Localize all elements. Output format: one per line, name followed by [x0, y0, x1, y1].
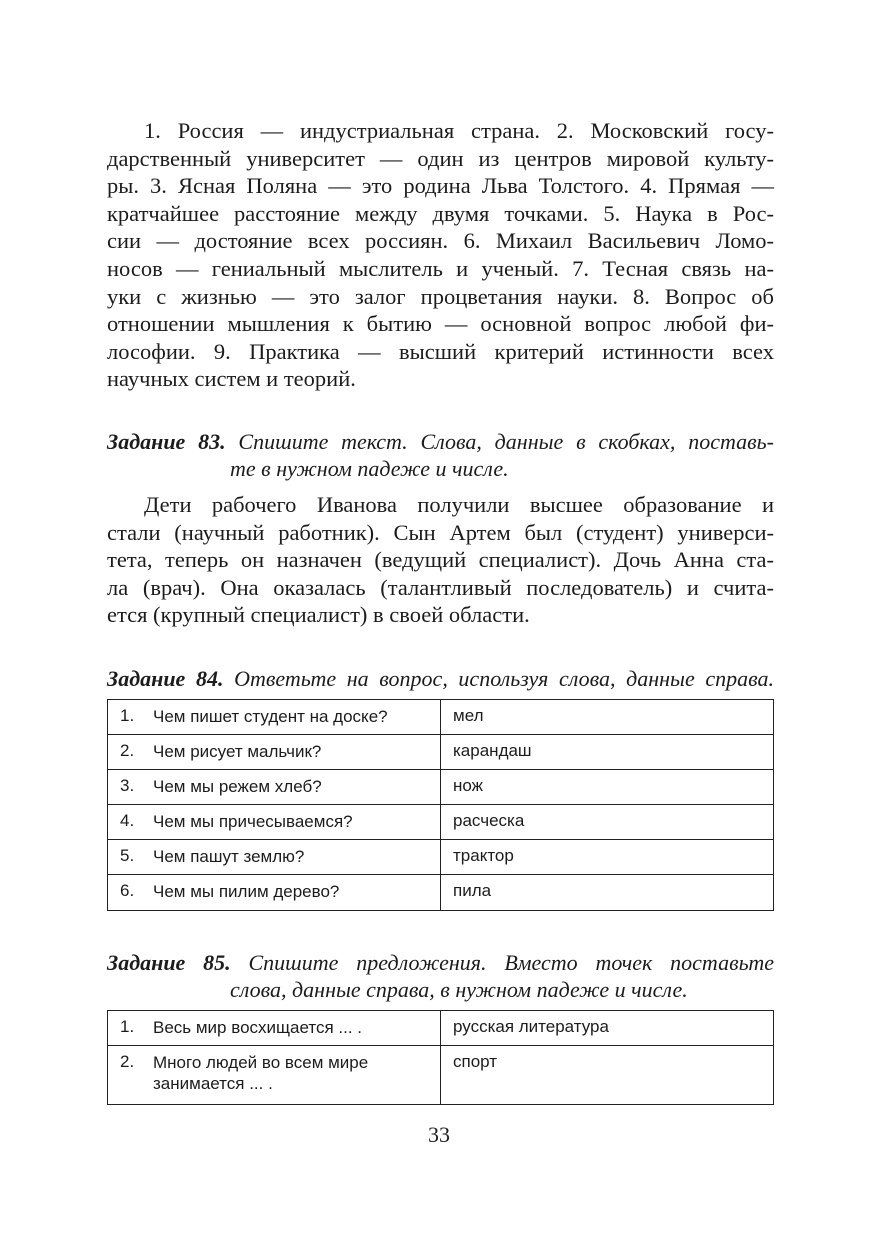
table-row	[108, 700, 774, 735]
answer-word: пила	[441, 875, 774, 911]
intro-line: уки с жизнью — это залог процветания науки. 8. Вопрос об	[107, 283, 774, 309]
intro-line: ры. 3. Ясная Поляна — это родина Льва Толстого. 4. Прямая —	[107, 173, 774, 199]
intro-paragraph	[107, 117, 774, 393]
answer-word: спорт	[441, 1046, 774, 1105]
table-row	[108, 875, 774, 911]
task-85-table	[107, 1010, 774, 1105]
answer-word: нож	[441, 770, 774, 805]
row-number: 6.	[120, 881, 135, 900]
page-number: 33	[428, 1122, 450, 1147]
question-text: Чем рисует мальчик?	[153, 742, 322, 761]
intro-line: 1. Россия — индустриальная страна. 2. Московский госу-	[144, 118, 774, 143]
answer-word: карандаш	[441, 735, 774, 770]
task-83-number: Задание 83.	[107, 429, 226, 454]
intro-line: лософии. 9. Практика — высший критерий истинности всех	[107, 338, 774, 364]
question-text: Чем пашут землю?	[153, 847, 305, 866]
row-number: 1.	[120, 706, 135, 725]
intro-line: дарственный университет — один из центров мировой культу-	[107, 145, 774, 171]
task-85-number: Задание 85.	[107, 950, 231, 975]
intro-line: научных систем и теорий.	[107, 366, 356, 392]
question-text: Много людей во всем мире занимается ... .	[153, 1053, 369, 1093]
answer-word: трактор	[441, 840, 774, 875]
table-row	[108, 840, 774, 875]
question-text: Чем мы режем хлеб?	[153, 777, 322, 796]
answer-word: мел	[441, 700, 774, 735]
answer-word: русская литература	[441, 1011, 774, 1046]
row-number: 2.	[120, 741, 135, 760]
table-row	[108, 770, 774, 805]
table-row	[108, 735, 774, 770]
row-number: 3.	[120, 776, 135, 795]
task-83-text	[107, 491, 774, 629]
table-row	[108, 1046, 774, 1105]
task-84-heading	[107, 665, 774, 692]
task-84-number: Задание 84.	[107, 666, 224, 691]
question-text: Чем мы причесываемся?	[153, 812, 353, 831]
task-83-line: ла (врач). Она оказалась (талантливый последователь) и счита-	[107, 574, 774, 600]
task-83-line: ется (крупный специалист) в своей области.	[107, 602, 530, 628]
task-85-heading	[107, 949, 774, 1003]
task-84-instruction: Ответьте на вопрос, используя слова, данные справа.	[234, 666, 775, 691]
task-83-instruction-cont: те в нужном падеже и числе.	[230, 456, 509, 481]
question-text: Чем пишет студент на доске?	[153, 707, 388, 726]
task-85-instruction-cont: слова, данные справа, в нужном падеже и числе.	[230, 977, 688, 1002]
task-83-line: стали (научный работник). Сын Артем был (студент) универси-	[107, 519, 774, 545]
table-row	[108, 1011, 774, 1046]
table-row	[108, 805, 774, 840]
answer-word: расческа	[441, 805, 774, 840]
task-85-instruction: Спишите предложения. Вместо точек поставьте	[248, 950, 774, 975]
row-number: 4.	[120, 811, 135, 830]
question-text: Чем мы пилим дерево?	[153, 882, 340, 901]
intro-line: сии — достояние всех россиян. 6. Михаил Васильевич Ломо-	[107, 228, 774, 254]
intro-line: кратчайшее расстояние между двумя точками. 5. Наука в Рос-	[107, 200, 774, 226]
task-83-line: Дети рабочего Иванова получили высшее образование и	[144, 492, 774, 517]
row-number: 5.	[120, 846, 135, 865]
row-number: 2.	[120, 1052, 135, 1071]
task-83-heading	[107, 428, 774, 482]
question-text: Весь мир восхищается ... .	[153, 1018, 362, 1037]
intro-line: носов — гениальный мыслитель и ученый. 7. Тесная связь на-	[107, 255, 774, 281]
task-83-instruction: Спишите текст. Слова, данные в скобках, поставь-	[238, 429, 775, 454]
row-number: 1.	[120, 1017, 135, 1036]
task-83-line: тета, теперь он назначен (ведущий специалист). Дочь Анна ста-	[107, 547, 774, 573]
task-84-table	[107, 699, 774, 911]
intro-line: отношении мышления к бытию — основной вопрос любой фи-	[107, 311, 774, 337]
